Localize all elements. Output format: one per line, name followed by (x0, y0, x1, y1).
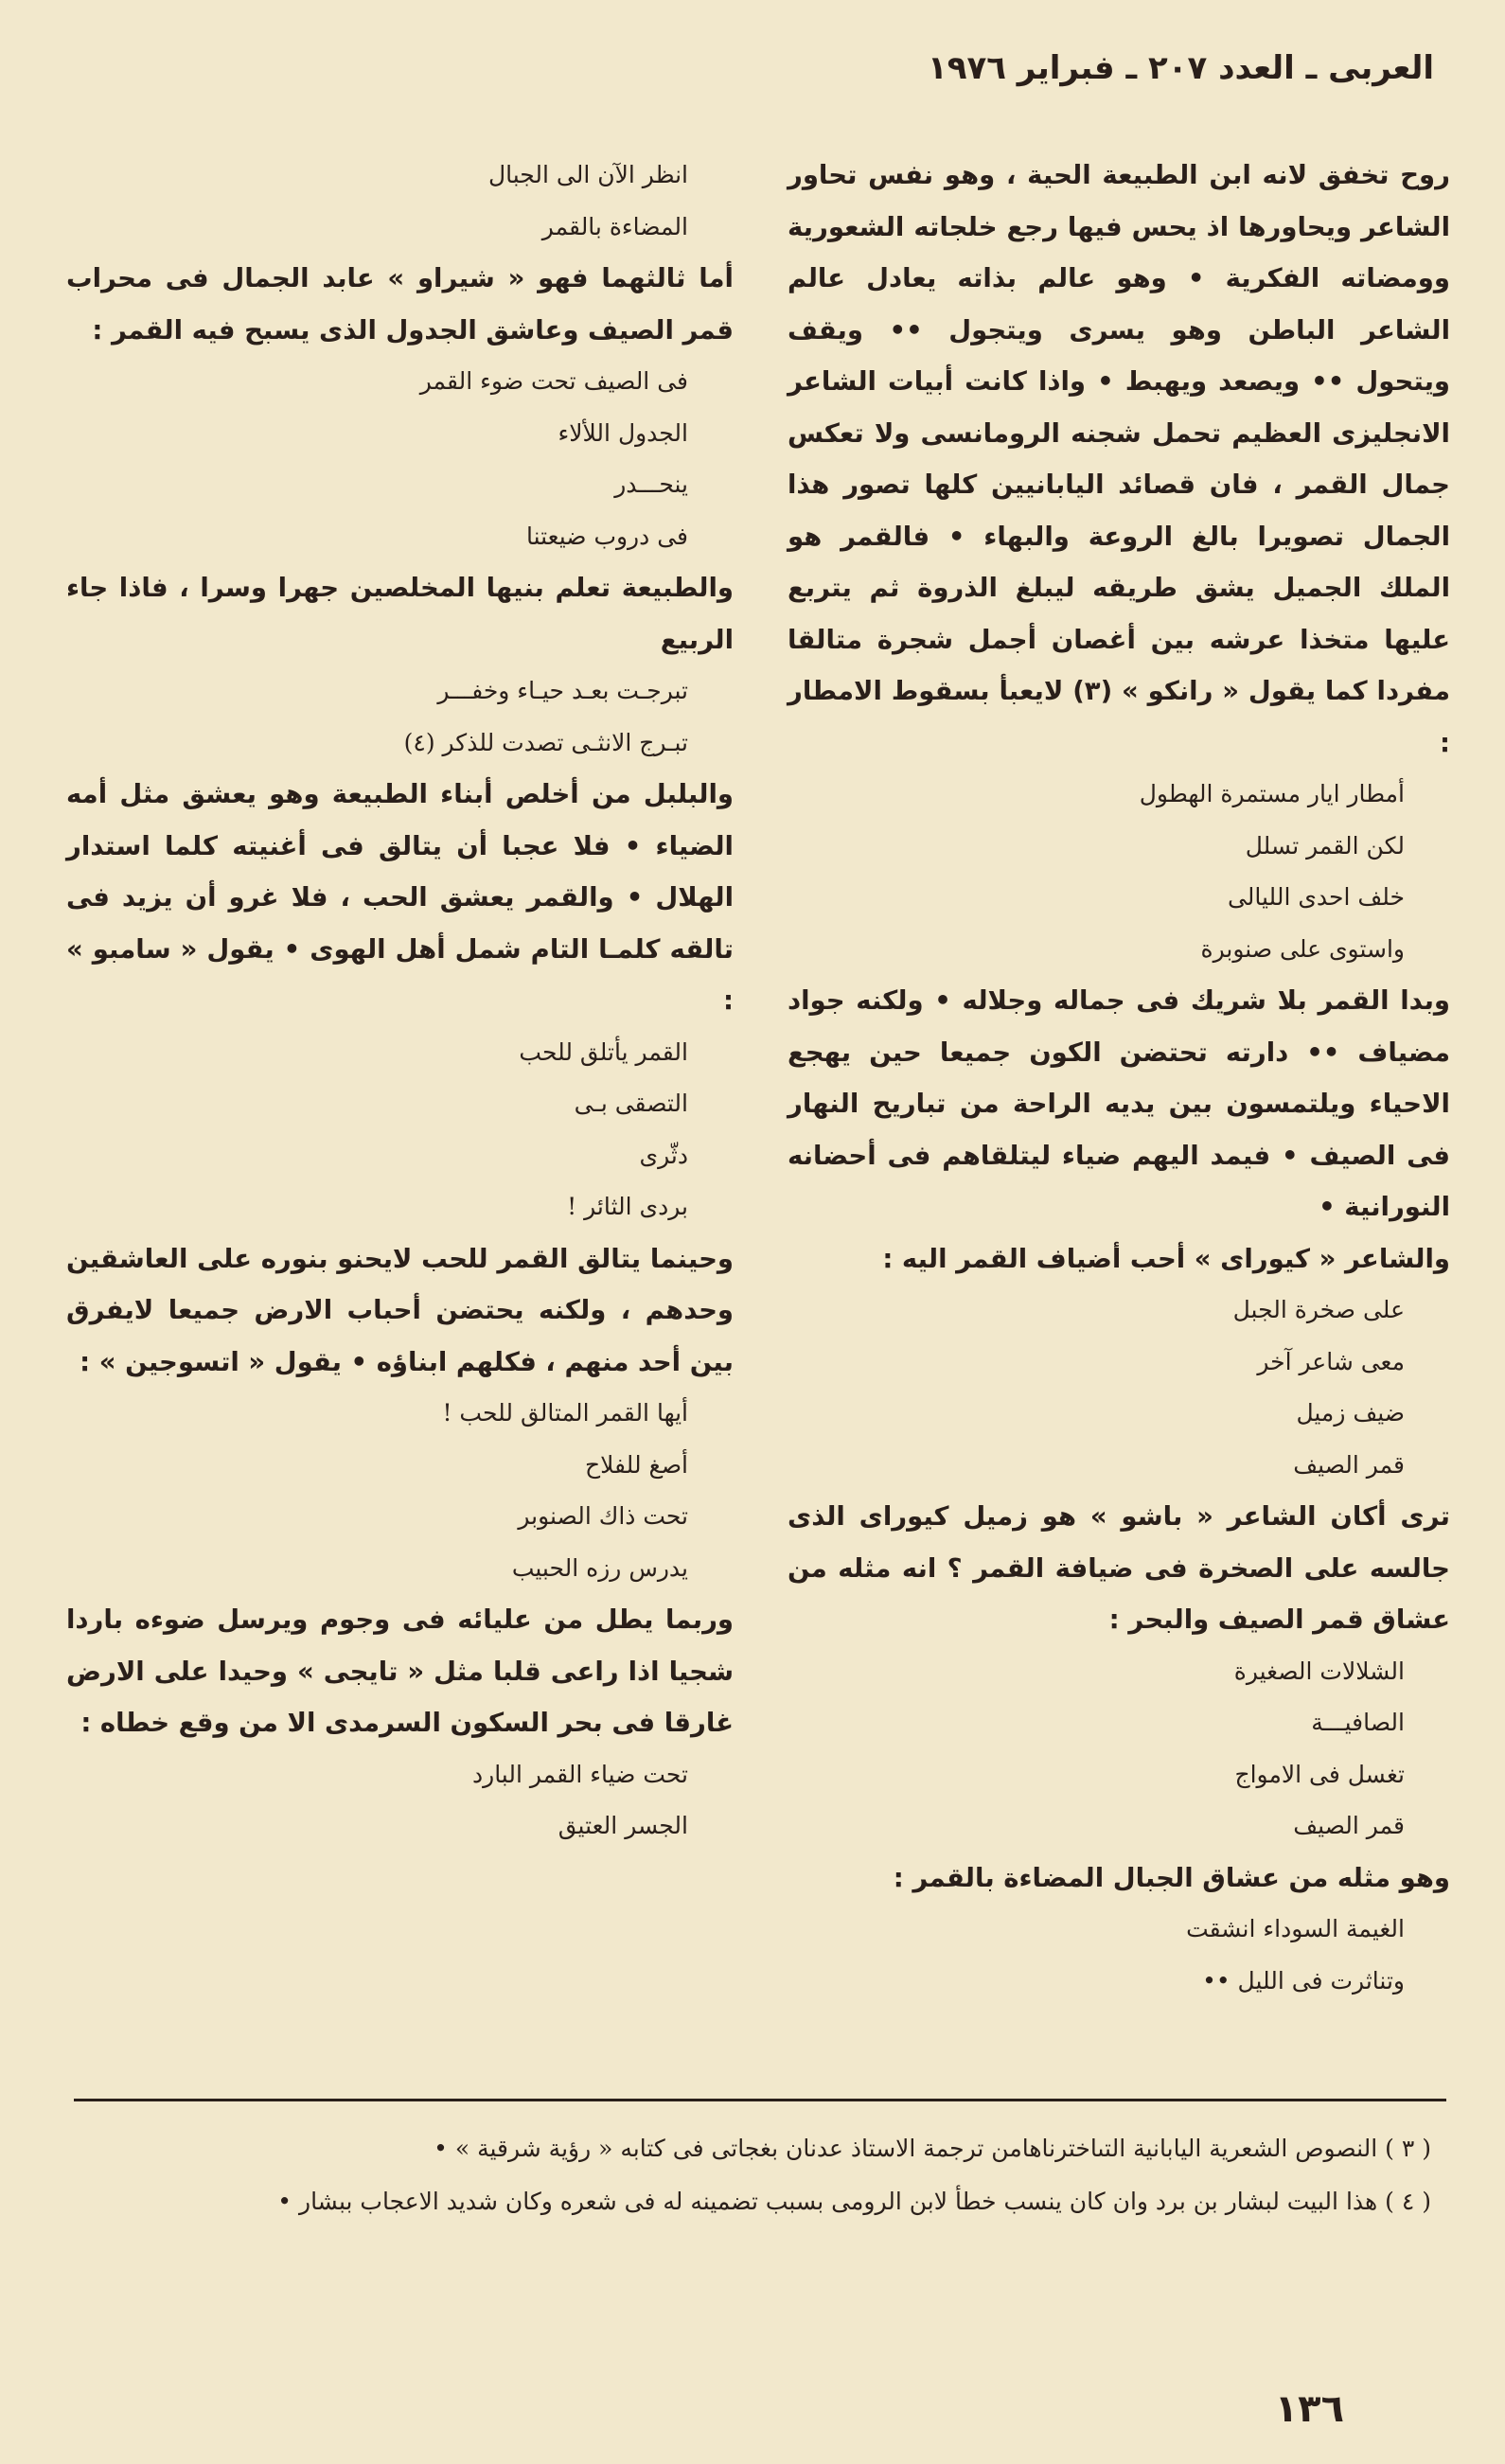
verse-line: تبرجـت بعـد حيـاء وخفـــر (437, 677, 688, 704)
verse-line: انظر الآن الى الجبال (487, 161, 688, 188)
running-header: العربى ـ العدد ٢٠٧ ـ فبراير ١٩٧٦ (927, 49, 1434, 87)
verse-line: يدرس رزه الحبيب (511, 1553, 688, 1582)
verse-line: الصافيـــة (1311, 1709, 1405, 1736)
paragraph: وهو مثله من عشاق الجبال المضاءة بالقمر : (893, 1862, 1450, 1893)
footnote-3: ( ٣ ) النصوص الشعرية اليابانية التىاخترناهامن ترجمة الاستاذ عدنان بغجاتى فى كتابه « رؤية شرقية » • (434, 2135, 1431, 2162)
left-column (66, 150, 734, 1852)
verse-line: وتناثرت فى الليل •• (1202, 1966, 1405, 1994)
verse-line: القمر يأتلق للحب (519, 1037, 688, 1066)
page-number: ١٣٦ (1274, 2387, 1344, 2431)
verse-line: خلف احدى الليالى (1227, 883, 1405, 911)
verse-line: التصقى بـى (574, 1090, 688, 1117)
verse-line: فى الصيف تحت ضوء القمر (419, 367, 688, 395)
verse-line: قمر الصيف (1293, 1812, 1405, 1839)
verse-line: ضيف زميل (1296, 1399, 1405, 1427)
verse-line: قمر الصيف (1293, 1450, 1405, 1479)
paragraph: والشاعر « كيوراى » أحب أضياف القمر اليه : (882, 1243, 1450, 1274)
verse-line: الشلالات الصغيرة (1233, 1657, 1405, 1685)
verse-line: على صخرة الجبل (1232, 1296, 1405, 1323)
verse-line: أيها القمر المتالق للحب ! (442, 1399, 688, 1427)
verse-line: ينحـــدر (614, 470, 688, 498)
paragraph: روح تخفق لانه ابن الطبيعة الحية ، وهو نفس تحاور الشاعر ويحاورها اذ يحس فيها رجع خلجاته الشعورية وومضاته الفكرية • وهو عالم بذاته يعادل عالم الشاعر الباطن وهو يسرى ويتجول •• ويقف ويتحول •• ويصعد ويهبط • واذا كانت أبيات الشاعر الانجليزى العظيم تحمل شجنه الرومانسى ولا تعكس جمال القمر ، فان قصائد اليابانيين كلها تصور هذا الجمال تصويرا بالغ الروعة والبهاء • فالقمر هو الملك الجميل يشق طريقه ليبلغ الذروة ثم يتربع عليها متخذا عرشه بين أغصان أجمل شجرة متالقا مفردا كما يقول « رانكو » (٣) لايعبأ بسقوط الامطار : (788, 160, 1450, 758)
verse-line: تحت ضياء القمر البارد (471, 1760, 688, 1788)
paragraph: والطبيعة تعلم بنيها المخلصين جهرا وسرا ، فاذا جاء الربيع (66, 573, 734, 655)
verse-line: تبـرج الانثـى تصدت للذكر (٤) (403, 728, 688, 756)
paragraph: وربما يطل من عليائه فى وجوم ويرسل ضوءه باردا شجيا اذا راعى قلبا مثل « تايجى » وحيدا على الارض غارقا فى بحر السكون السرمدى الا من وقع خطاه : (66, 1604, 734, 1738)
footnote-4: ( ٤ ) هذا البيت لبشار بن برد وان كان ينسب خطأ لابن الرومى بسبب تضمينه له فى شعره وكان شديد الاعجاب ببشار • (277, 2188, 1431, 2215)
verse-line: الجسر العتيق (558, 1812, 688, 1839)
verse-line: تغسل فى الامواج (1234, 1760, 1405, 1788)
paragraph: والبلبل من أخلص أبناء الطبيعة وهو يعشق مثل أمه الضياء • فلا عجبا أن يتالق فى أغنيته كلما استدار الهلال • والقمر يعشق الحب ، فلا غرو أن يزيد فى تالقه كلمـا التام شمل أهل الهوى • يقول « سامبو » : (66, 779, 734, 1016)
paragraph: وبدا القمر بلا شريك فى جماله وجلاله • ولكنه جواد مضياف •• دارته تحتضن الكون جميعا حين يهجع الاحياء ويلتمسون بين يديه الراحة من تباريح النهار فى الصيف • فيمد اليهم ضياء ليتلقاهم فى أحضانه النورانية • (788, 985, 1450, 1222)
footnotes (59, 2125, 1431, 2231)
verse-line: الجدول اللألاء (558, 418, 688, 447)
verse-line: دثّرى (639, 1141, 688, 1169)
verse-line: بردى الثائر ! (567, 1193, 688, 1220)
verse-line: أمطار ايار مستمرة الهطول (1139, 780, 1405, 807)
verse-line: معى شاعر آخر (1257, 1347, 1405, 1375)
footnote-divider (74, 2099, 1446, 2101)
verse-line: لكن القمر تسلل (1245, 831, 1405, 860)
verse-line: فى دروب ضيعتنا (525, 522, 688, 550)
paragraph: وحينما يتالق القمر للحب لايحنو بنوره على العاشقين وحدهم ، ولكنه يحتضن أحباب الارض جميعا لايفرق بين أحد منهم ، فكلهم ابناؤه • يقول « اتسوجين » : (66, 1243, 734, 1377)
verse-line: المضاءة بالقمر (541, 212, 688, 240)
right-column (788, 150, 1450, 2007)
verse-line: الغيمة السوداء انشقت (1186, 1915, 1405, 1942)
paragraph: أما ثالثهما فهو « شيراو » عابد الجمال فى محراب قمر الصيف وعاشق الجدول الذى يسبح فيه القمر : (66, 263, 734, 346)
verse-line: تحت ذاك الصنوبر (518, 1502, 688, 1530)
verse-line: واستوى على صنوبرة (1200, 934, 1405, 963)
paragraph: ترى أكان الشاعر « باشو » هو زميل كيوراى الذى جالسه على الصخرة فى ضيافة القمر ؟ انه مثله من عشاق قمر الصيف والبحر : (788, 1501, 1450, 1635)
verse-line: أصغ للفلاح (584, 1450, 688, 1479)
